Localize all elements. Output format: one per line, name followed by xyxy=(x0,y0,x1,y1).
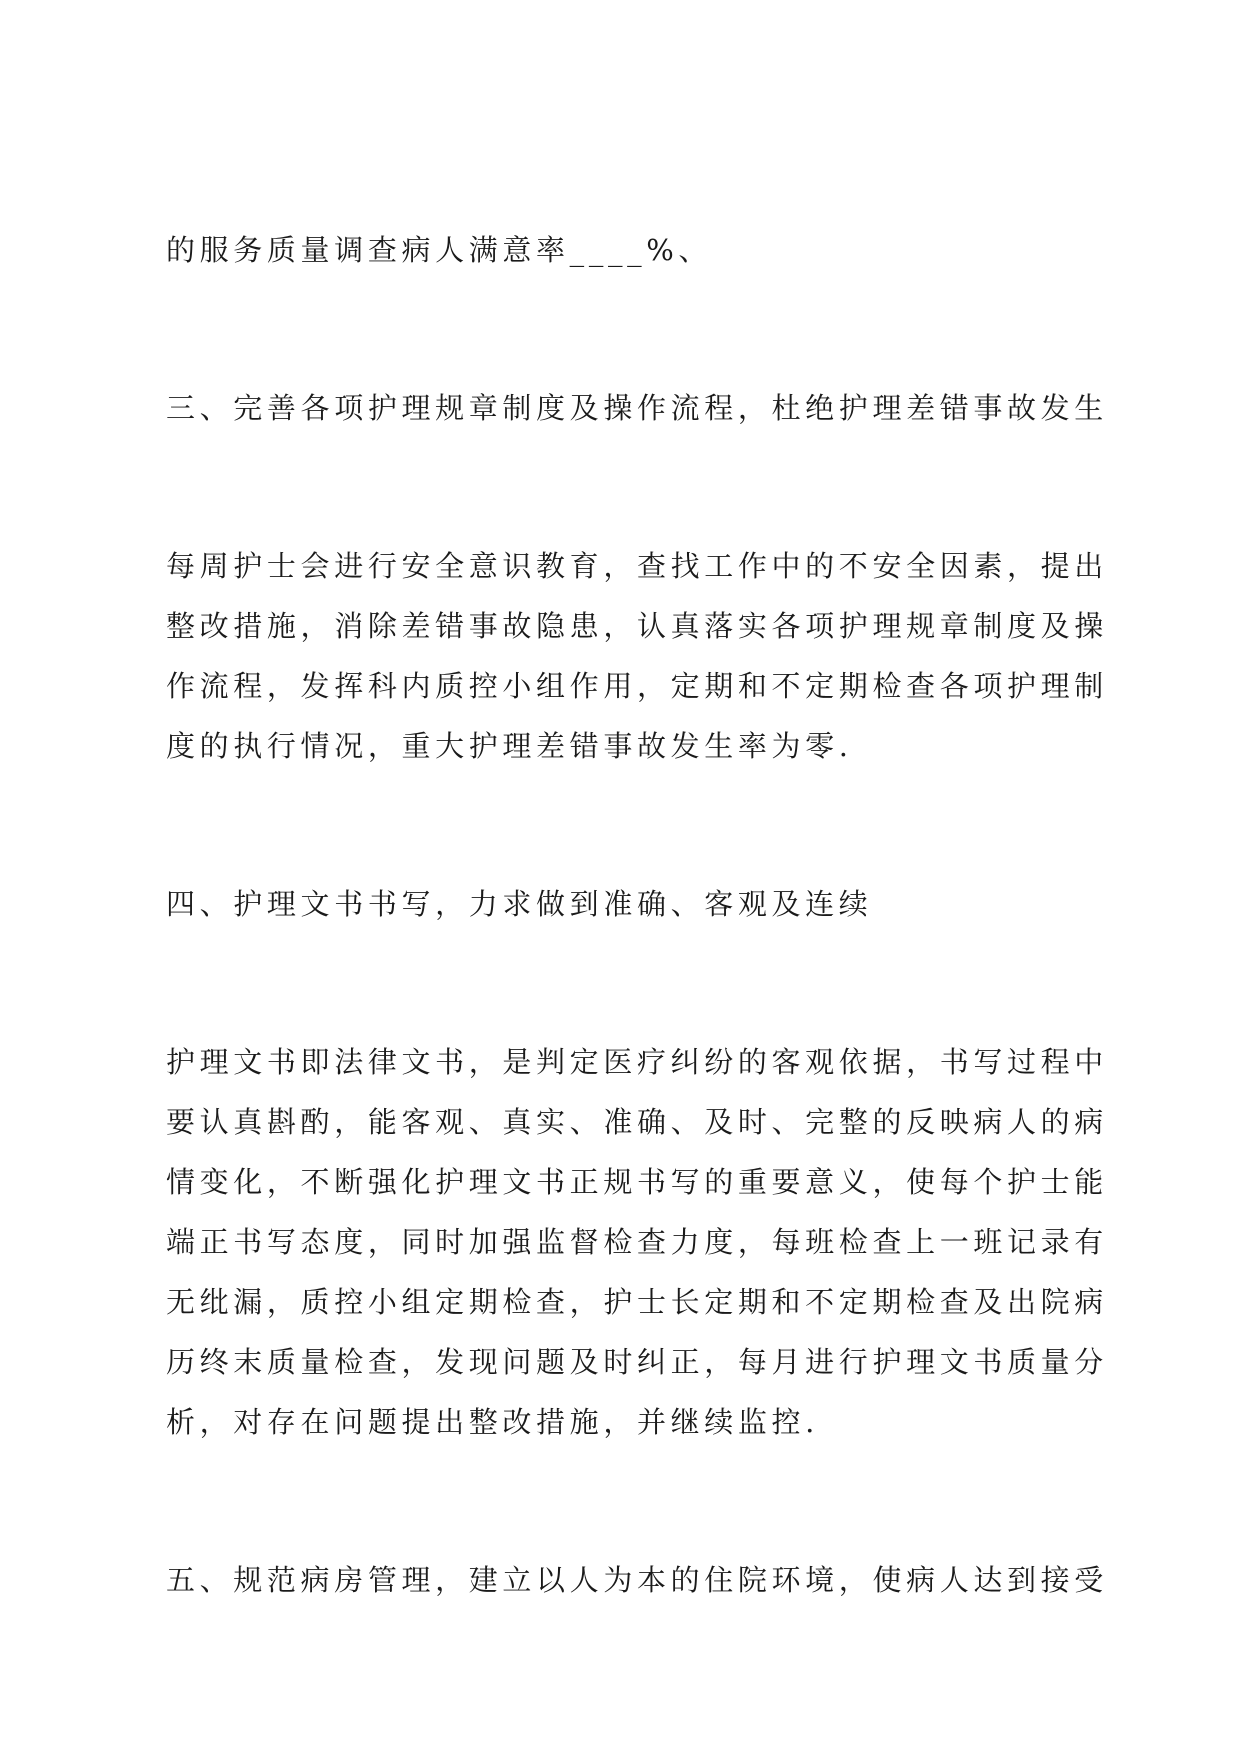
paragraph-line: 无纰漏，质控小组定期检查，护士长定期和不定期检查及出院病 xyxy=(166,1285,1108,1319)
paragraph-spacer xyxy=(166,1452,1096,1550)
paragraph-line: 整改措施，消除差错事故隐患，认真落实各项护理规章制度及操 xyxy=(166,609,1108,643)
section-heading-5: 五、规范病房管理，建立以人为本的住院环境，使病人达到接受 xyxy=(166,1563,1108,1597)
paragraph-line: 护理文书即法律文书，是判定医疗纠纷的客观依据，书写过程中 xyxy=(166,1045,1108,1079)
paragraph-spacer xyxy=(166,934,1096,1032)
paragraph-line: 历终末质量检查，发现问题及时纠正，每月进行护理文书质量分 xyxy=(166,1345,1108,1379)
paragraph-line: 析，对存在问题提出整改措施，并继续监控. xyxy=(166,1405,820,1439)
paragraph-line: 每周护士会进行安全意识教育，查找工作中的不安全因素，提出 xyxy=(166,549,1108,583)
section-heading-4: 四、护理文书书写，力求做到准确、客观及连续 xyxy=(166,887,873,921)
paragraph-line: 要认真斟酌，能客观、真实、准确、及时、完整的反映病人的病 xyxy=(166,1105,1108,1139)
paragraph-line: 的服务质量调查病人满意率____%、 xyxy=(166,233,713,267)
section-heading-3: 三、完善各项护理规章制度及操作流程，杜绝护理差错事故发生 xyxy=(166,391,1108,425)
document-body xyxy=(166,220,1108,1610)
paragraph-spacer xyxy=(166,776,1096,874)
paragraph-spacer xyxy=(166,438,1096,536)
paragraph-line: 度的执行情况，重大护理差错事故发生率为零. xyxy=(166,729,853,763)
paragraph-line: 情变化，不断强化护理文书正规书写的重要意义，使每个护士能 xyxy=(166,1165,1108,1199)
paragraph-line: 作流程，发挥科内质控小组作用，定期和不定期检查各项护理制 xyxy=(166,669,1108,703)
paragraph-line: 端正书写态度，同时加强监督检查力度，每班检查上一班记录有 xyxy=(166,1225,1108,1259)
paragraph-spacer xyxy=(166,280,1096,378)
